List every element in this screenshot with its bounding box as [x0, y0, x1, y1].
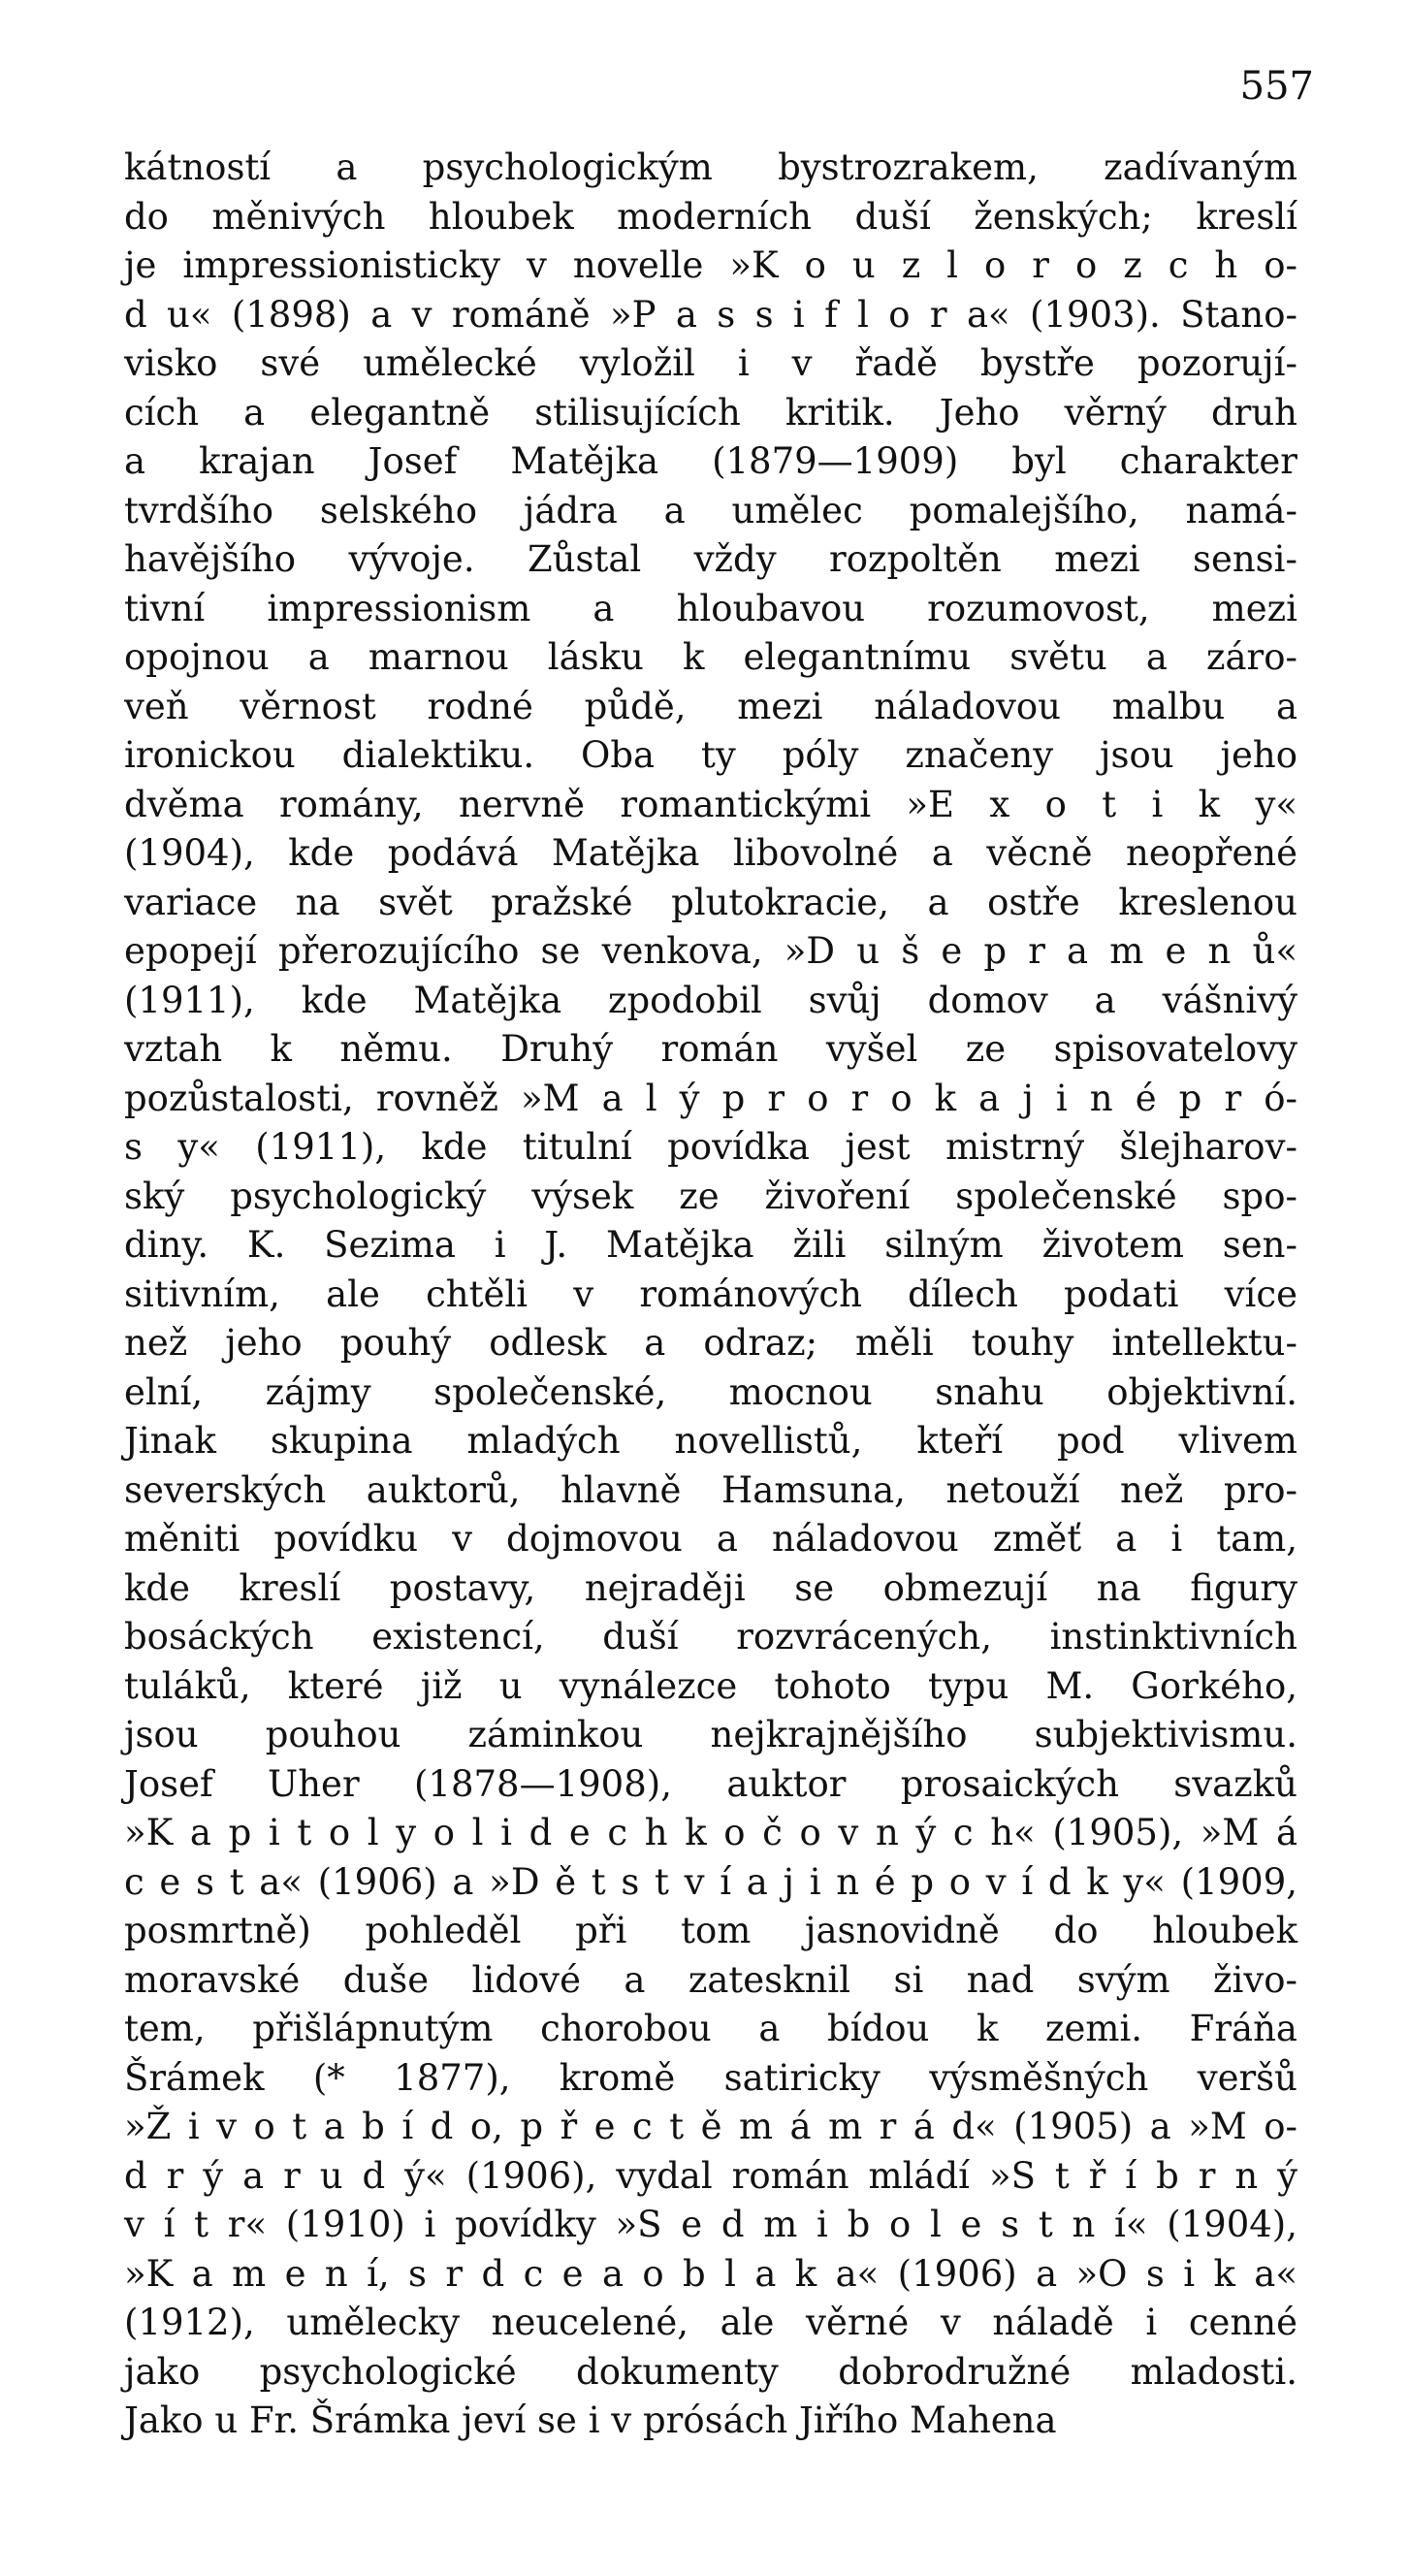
text-line: je impressionisticky v novelle »K o u z l o r o z c h o- — [124, 244, 1297, 286]
text-line: c e s t a« (1906) a »D ě t s t v í a j i n é p o v í d k y« (1909, — [124, 1860, 1297, 1903]
body-text — [124, 144, 1297, 2446]
text-line: jako psychologické dokumenty dobrodružné mladosti. — [124, 2350, 1297, 2393]
text-line: Josef Uher (1878—1908), auktor prosaických svazků — [124, 1762, 1297, 1805]
text-line: kde kreslí postavy, nejraději se obmezují na figury — [124, 1566, 1297, 1609]
text-line: tivní impressionism a hloubavou rozumovost, mezi — [124, 587, 1297, 629]
text-line: epopejí přerozujícího se venkova, »D u š e p r a m e n ů« — [124, 930, 1297, 972]
text-line: jsou pouhou záminkou nejkrajnějšího subjektivismu. — [124, 1714, 1297, 1755]
text-line: severských auktorů, hlavně Hamsuna, netouží než pro- — [124, 1468, 1297, 1511]
text-line: kátností a psychologickým bystrozrakem, zadívaným — [124, 146, 1297, 188]
text-line: moravské duše lidové a zatesknil si nad svým živo- — [124, 1958, 1297, 2001]
text-line: do měnivých hloubek moderních duší ženských; kreslí — [124, 195, 1297, 238]
text-line: sitivním, ale chtěli v románových dílech podati více — [124, 1272, 1297, 1315]
text-line: elní, zájmy společenské, mocnou snahu objektivní. — [124, 1370, 1297, 1413]
text-line: měniti povídku v dojmovou a náladovou změť a i tam, — [124, 1518, 1297, 1560]
text-line: »K a m e n í, s r d c e a o b l a k a« (1906) a »O s i k a« — [124, 2252, 1297, 2295]
text-line: cích a elegantně stilisujících kritik. Jeho věrný druh — [124, 391, 1297, 434]
text-line: než jeho pouhý odlesk a odraz; měli touhy intellektu- — [124, 1322, 1297, 1364]
text-line: tvrdšího selského jádra a umělec pomalejšího, namá- — [124, 489, 1297, 531]
text-line: bosáckých existencí, duší rozvrácených, instinktivních — [124, 1616, 1297, 1658]
text-line: v í t r« (1910) i povídky »S e d m i b o l e s t n í« (1904), — [124, 2204, 1297, 2245]
text-line: posmrtně) pohleděl při tom jasnovidně do hloubek — [124, 1910, 1297, 1951]
text-line: visko své umělecké vyložil i v řadě bystře pozorují- — [124, 342, 1297, 384]
page-number: 557 — [1239, 64, 1314, 109]
text-line: Jinak skupina mladých novellistů, kteří pod vlivem — [124, 1420, 1297, 1462]
text-line: ský psychologický výsek ze živoření společenské spo- — [124, 1175, 1297, 1217]
text-line: (1904), kde podává Matějka libovolné a věcně neopřené — [124, 832, 1297, 874]
text-line: Šrámek (* 1877), kromě satiricky výsměšných veršů — [124, 2056, 1297, 2099]
text-line: vztah k němu. Druhý román vyšel ze spisovatelovy — [124, 1028, 1297, 1070]
text-line: (1911), kde Matějka zpodobil svůj domov a vášnivý — [124, 979, 1297, 1021]
text-line: d u« (1898) a v románě »P a s s i f l o r a« (1903). Stano- — [124, 293, 1297, 336]
text-line: opojnou a marnou lásku k elegantnímu světu a záro- — [124, 636, 1297, 678]
text-line: havějšího vývoje. Zůstal vždy rozpoltěn mezi sensi- — [124, 538, 1297, 580]
text-line: d r ý a r u d ý« (1906), vydal román mládí »S t ř í b r n ý — [124, 2154, 1297, 2197]
text-line: variace na svět pražské plutokracie, a ostře kreslenou — [124, 881, 1297, 923]
text-line: »Ž i v o t a b í d o, p ř e c t ě m á m r á d« (1905) a »M o- — [124, 2106, 1297, 2147]
text-line: tem, přišlápnutým chorobou a bídou k zemi. Fráňa — [124, 2008, 1297, 2049]
text-line: veň věrnost rodné půdě, mezi náladovou malbu a — [124, 685, 1297, 727]
text-line: ironickou dialektiku. Oba ty póly značeny jsou jeho — [124, 734, 1297, 776]
text-line: s y« (1911), kde titulní povídka jest mistrný šlejharov- — [124, 1126, 1297, 1168]
text-line: tuláků, které již u vynálezce tohoto typu M. Gorkého, — [124, 1664, 1297, 1707]
text-line: pozůstalosti, rovněž »M a l ý p r o r o k a j i n é p r ó- — [124, 1077, 1297, 1119]
text-line: a krajan Josef Matějka (1879—1909) byl charakter — [124, 440, 1297, 482]
text-line: diny. K. Sezima i J. Matějka žili silným životem sen- — [124, 1224, 1297, 1266]
text-line: (1912), umělecky neucelené, ale věrné v náladě i cenné — [124, 2302, 1297, 2343]
text-line: »K a p i t o l y o l i d e c h k o č o v n ý c h« (1905), »M á — [124, 1812, 1297, 1853]
text-line: dvěma romány, nervně romantickými »E x o t i k y« — [124, 783, 1297, 825]
text-line: Jako u Fr. Šrámka jeví se i v prósách Jiřího Mahena — [124, 2399, 1057, 2441]
